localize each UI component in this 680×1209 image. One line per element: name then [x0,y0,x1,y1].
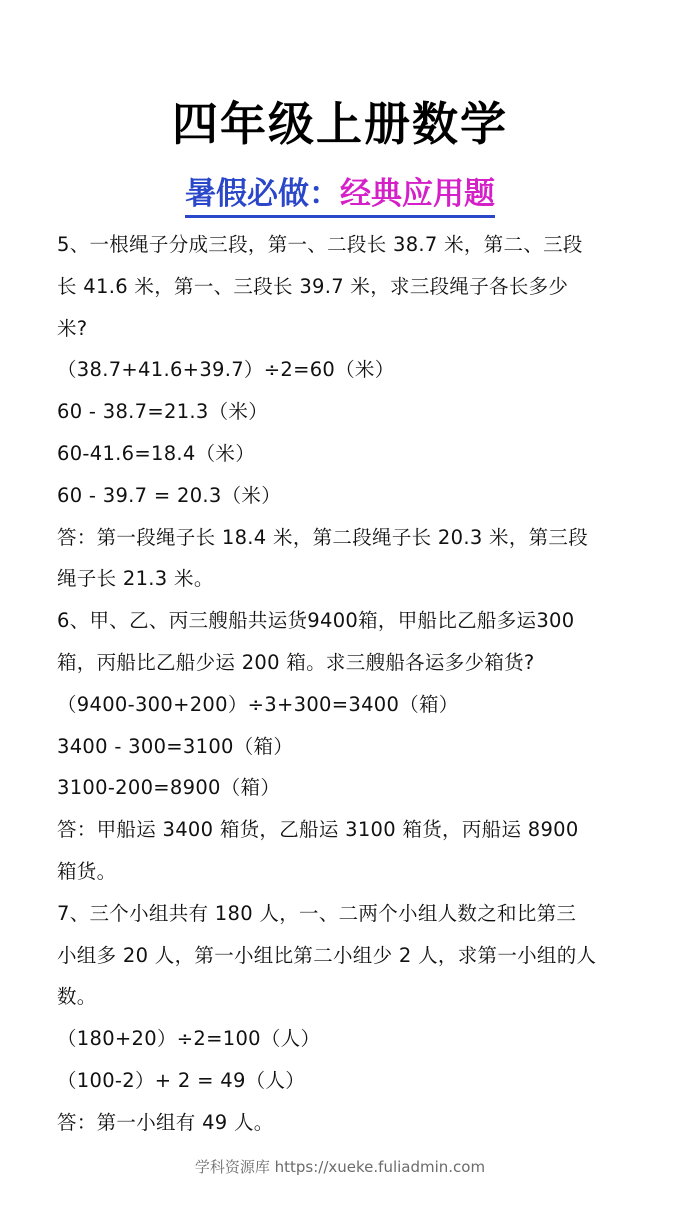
text-line: （38.7+41.6+39.7）÷2=60（米） [57,358,395,382]
text-line: 绳子长 21.3 米。 [57,567,214,591]
footer-watermark: 学科资源库 https://xueke.fuliadmin.com [194,1158,486,1176]
subtitle-part2: 经典应用题 [340,176,495,212]
text-line: 60 - 39.7 = 20.3（米） [57,483,282,507]
text-line: 箱货。 [57,859,117,883]
text-line: 答：甲船运 3400 箱货，乙船运 3100 箱货，丙船运 8900 [57,818,579,842]
text-line: 长 41.6 米，第一、三段长 39.7 米，求三段绳子各长多少 [57,274,569,298]
page-title: 四年级上册数学 [172,97,508,151]
page-subtitle [0,168,680,218]
text-line: （9400-300+200）÷3+300=3400（箱） [57,692,459,716]
subtitle-underline [185,168,495,218]
text-line: 3100-200=8900（箱） [57,776,281,800]
text-line: 3400 - 300=3100（箱） [57,734,294,758]
text-line: 60 - 38.7=21.3（米） [57,400,269,424]
text-line: 7、三个小组共有 180 人，一、二两个小组人数之和比第三 [57,901,577,925]
subtitle-part1: 暑假必做： [185,176,340,212]
text-line: 数。 [57,985,97,1009]
text-line: 5、一根绳子分成三段，第一、二段长 38.7 米，第二、三段 [57,233,583,256]
text-line: （100-2）+ 2 = 49（人） [57,1068,306,1092]
text-line: （180+20）÷2=100（人） [57,1027,321,1051]
text-line: 6、甲、乙、丙三艘船共运货9400箱，甲船比乙船多运300 [57,609,575,633]
text-line: 答：第一小组有 49 人。 [57,1110,274,1134]
text-line: 箱，丙船比乙船少运 200 箱。求三艘船各运多少箱货? [57,650,535,674]
text-line: 答：第一段绳子长 18.4 米，第二段绳子长 20.3 米，第三段 [57,525,589,549]
text-line: 60-41.6=18.4（米） [57,441,256,465]
problem-content [57,224,632,1144]
text-line: 小组多 20 人，第一小组比第二小组少 2 人，求第一小组的人 [57,943,597,967]
text-line: 米? [57,316,88,340]
